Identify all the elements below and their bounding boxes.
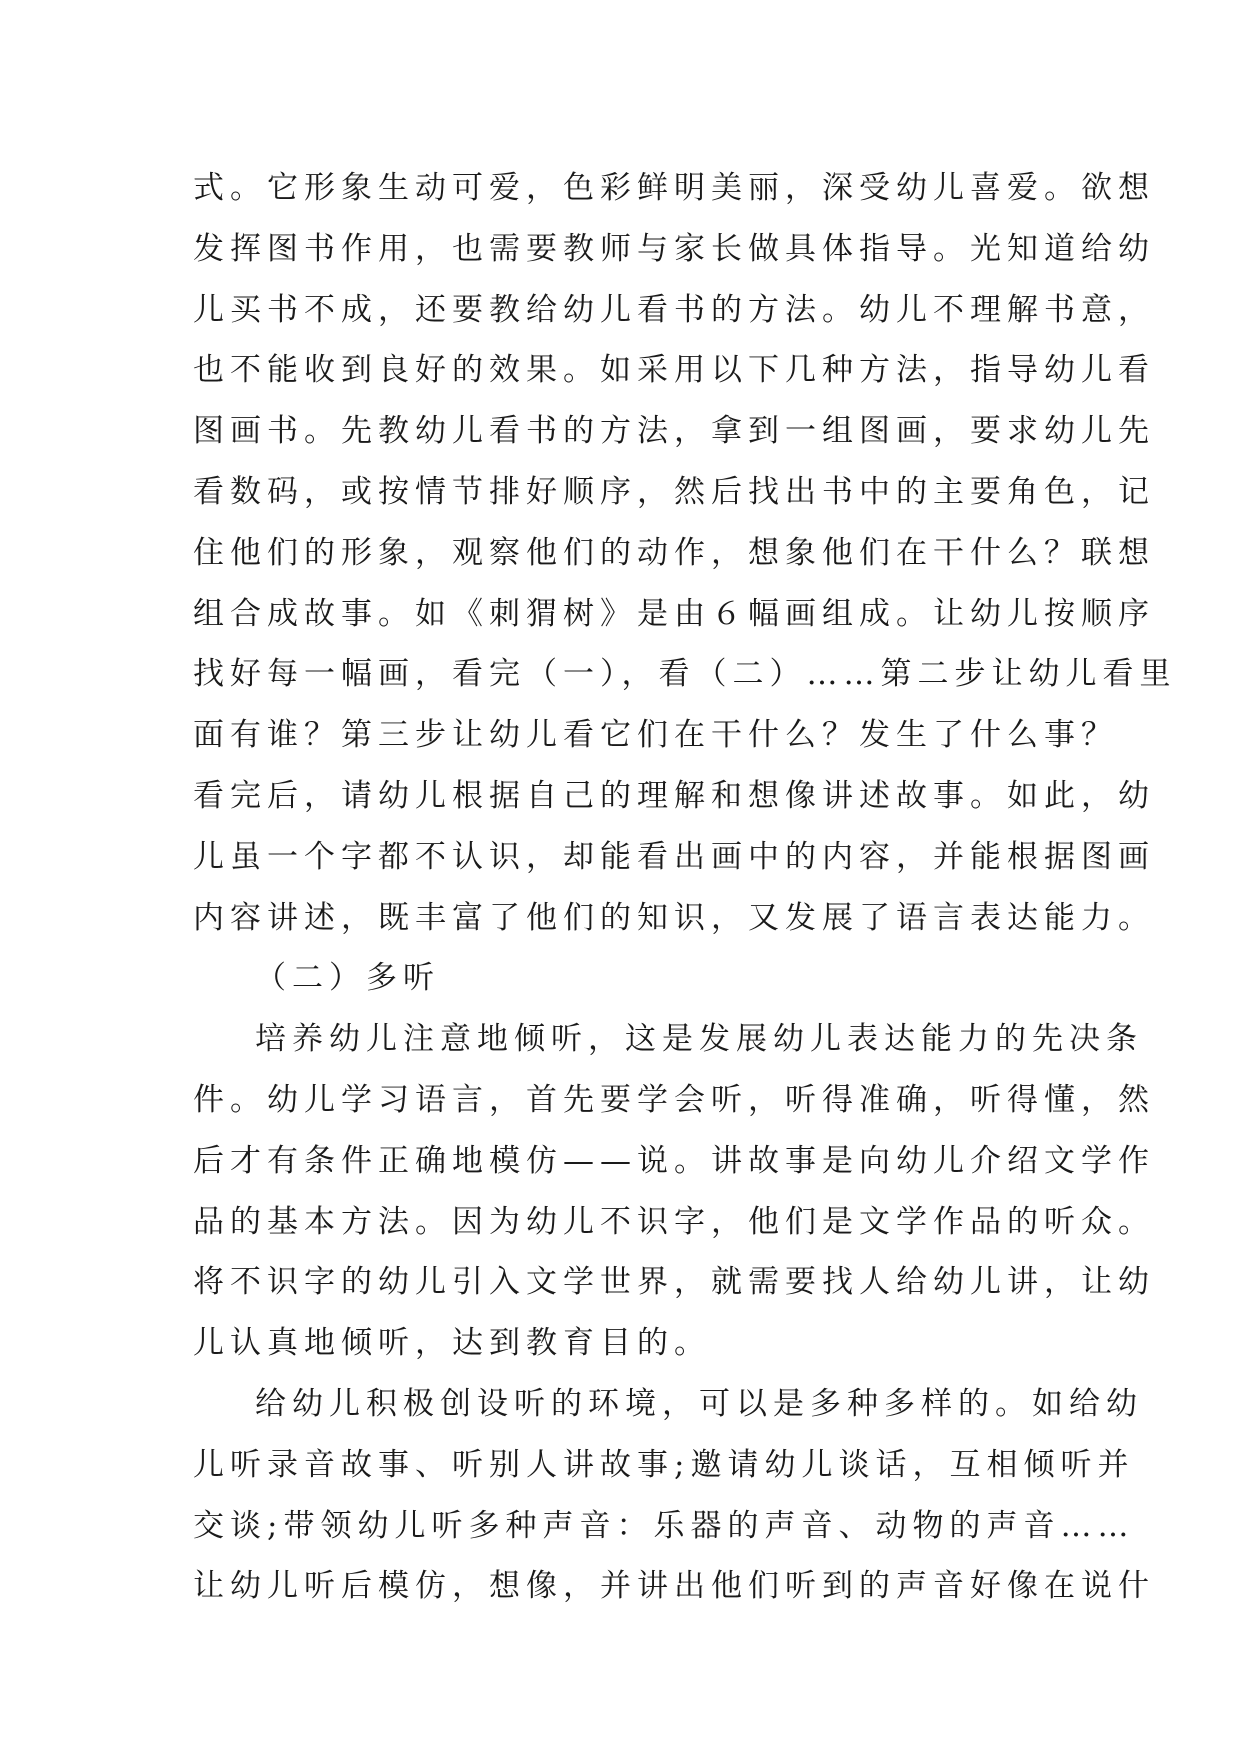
section-heading: （二）多听 xyxy=(255,960,440,997)
text-line: 将不识字的幼儿引入文学世界，就需要找人给幼儿讲，让幼 xyxy=(193,1264,1155,1301)
text-line: 组合成故事。如《刺猬树》是由６幅画组成。让幼儿按顺序 xyxy=(193,595,1155,632)
text-line: 后才有条件正确地模仿——说。讲故事是向幼儿介绍文学作 xyxy=(193,1142,1155,1179)
paragraph-first-line: 给幼儿积极创设听的环境，可以是多种多样的。如给幼 xyxy=(255,1385,1143,1422)
text-line: 住他们的形象，观察他们的动作，想象他们在干什么？联想 xyxy=(193,534,1155,571)
text-line: 儿听录音故事、听别人讲故事;邀请幼儿谈话，互相倾听并 xyxy=(193,1446,1135,1483)
text-line: 看完后，请幼儿根据自己的理解和想像讲述故事。如此，幼 xyxy=(193,777,1155,814)
text-line: 看数码，或按情节排好顺序，然后找出书中的主要角色，记 xyxy=(193,473,1155,510)
paragraph-first-line: 培养幼儿注意地倾听，这是发展幼儿表达能力的先决条 xyxy=(255,1021,1143,1058)
text-line: 也不能收到良好的效果。如采用以下几种方法，指导幼儿看 xyxy=(193,352,1155,389)
text-line: 儿认真地倾听，达到教育目的。 xyxy=(193,1325,711,1362)
text-line: 让幼儿听后模仿，想像，并讲出他们听到的声音好像在说什 xyxy=(193,1568,1155,1605)
text-line: 面有谁？第三步让幼儿看它们在干什么？发生了什么事？ xyxy=(193,717,1118,754)
text-line: 交谈;带领幼儿听多种声音：乐器的声音、动物的声音…… xyxy=(193,1507,1135,1544)
text-line: 内容讲述，既丰富了他们的知识，又发展了语言表达能力。 xyxy=(193,899,1155,936)
text-line: 儿虽一个字都不认识，却能看出画中的内容，并能根据图画 xyxy=(193,838,1155,875)
text-line: 图画书。先教幼儿看书的方法，拿到一组图画，要求幼儿先 xyxy=(193,413,1155,450)
text-line: 儿买书不成，还要教给幼儿看书的方法。幼儿不理解书意， xyxy=(193,291,1155,328)
text-line: 件。幼儿学习语言，首先要学会听，听得准确，听得懂，然 xyxy=(193,1081,1155,1118)
text-line: 品的基本方法。因为幼儿不识字，他们是文学作品的听众。 xyxy=(193,1203,1155,1240)
text-line: 找好每一幅画，看完（一），看（二）……第二步让幼儿看里 xyxy=(193,656,1177,693)
body-text xyxy=(193,158,1177,1617)
text-line: 发挥图书作用，也需要教师与家长做具体指导。光知道给幼 xyxy=(193,230,1155,267)
text-line: 式。它形象生动可爱，色彩鲜明美丽，深受幼儿喜爱。欲想 xyxy=(193,170,1155,206)
